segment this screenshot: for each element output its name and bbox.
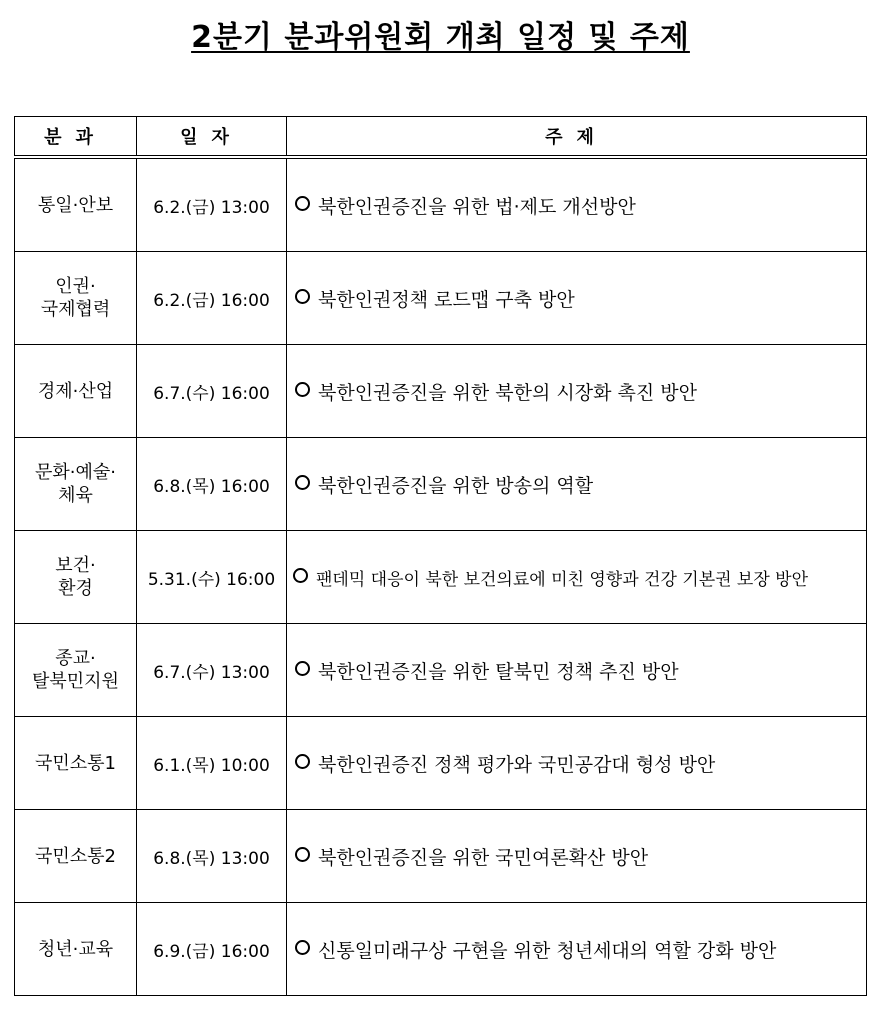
topic-text: 북한인권정책 로드맵 구축 방안	[318, 288, 575, 311]
topic-text: 신통일미래구상 구현을 위한 청년세대의 역할 강화 방안	[318, 939, 777, 962]
table-row	[15, 345, 867, 438]
hollow-circle-bullet-icon	[295, 661, 310, 676]
table-header-row	[15, 117, 867, 158]
division-cell: 종교· 탈북민지원	[15, 624, 137, 717]
topic-cell	[287, 438, 867, 531]
table-row	[15, 531, 867, 624]
schedule-table	[14, 116, 867, 996]
hollow-circle-bullet-icon	[295, 196, 310, 211]
table-row	[15, 903, 867, 996]
division-cell: 통일·안보	[15, 157, 137, 252]
division-cell: 문화·예술· 체육	[15, 438, 137, 531]
date-cell: 6.7.(수) 13:00	[137, 624, 287, 717]
hollow-circle-bullet-icon	[295, 754, 310, 769]
topic-cell	[287, 531, 867, 624]
topic-cell	[287, 345, 867, 438]
hollow-circle-bullet-icon	[295, 847, 310, 862]
topic-text: 북한인권증진을 위한 탈북민 정책 추진 방안	[318, 660, 679, 683]
division-cell: 보건· 환경	[15, 531, 137, 624]
topic-text: 팬데믹 대응이 북한 보건의료에 미친 영향과 건강 기본권 보장 방안	[316, 569, 809, 590]
topic-cell	[287, 157, 867, 252]
topic-text: 북한인권증진을 위한 북한의 시장화 촉진 방안	[318, 381, 697, 404]
date-cell: 6.2.(금) 13:00	[137, 157, 287, 252]
date-cell: 6.9.(금) 16:00	[137, 903, 287, 996]
date-cell: 6.7.(수) 16:00	[137, 345, 287, 438]
hollow-circle-bullet-icon	[293, 568, 308, 583]
table-body	[15, 157, 867, 996]
topic-text: 북한인권증진을 위한 국민여론확산 방안	[318, 846, 649, 869]
division-cell: 국민소통1	[15, 717, 137, 810]
table-row	[15, 157, 867, 252]
hollow-circle-bullet-icon	[295, 289, 310, 304]
division-cell: 청년·교육	[15, 903, 137, 996]
header-division: 분과	[15, 117, 137, 158]
hollow-circle-bullet-icon	[295, 940, 310, 955]
header-topic: 주제	[287, 117, 867, 158]
table-row	[15, 810, 867, 903]
date-cell: 5.31.(수) 16:00	[137, 531, 287, 624]
topic-text: 북한인권증진을 위한 법·제도 개선방안	[318, 195, 636, 218]
hollow-circle-bullet-icon	[295, 475, 310, 490]
table-row	[15, 717, 867, 810]
table-row	[15, 624, 867, 717]
date-cell: 6.2.(금) 16:00	[137, 252, 287, 345]
hollow-circle-bullet-icon	[295, 382, 310, 397]
division-cell: 국민소통2	[15, 810, 137, 903]
topic-text: 북한인권증진 정책 평가와 국민공감대 형성 방안	[318, 753, 716, 776]
date-cell: 6.8.(목) 16:00	[137, 438, 287, 531]
topic-cell	[287, 624, 867, 717]
page-title-text: 2분기 분과위원회 개최 일정 및 주제	[191, 20, 690, 55]
topic-cell	[287, 810, 867, 903]
header-date: 일자	[137, 117, 287, 158]
table-row	[15, 252, 867, 345]
division-cell: 경제·산업	[15, 345, 137, 438]
topic-cell	[287, 903, 867, 996]
topic-text: 북한인권증진을 위한 방송의 역할	[318, 474, 594, 497]
division-cell: 인권· 국제협력	[15, 252, 137, 345]
table-header	[15, 117, 867, 158]
date-cell: 6.1.(목) 10:00	[137, 717, 287, 810]
page-title	[0, 12, 881, 56]
date-cell: 6.8.(목) 13:00	[137, 810, 287, 903]
topic-cell	[287, 252, 867, 345]
topic-cell	[287, 717, 867, 810]
table-row	[15, 438, 867, 531]
